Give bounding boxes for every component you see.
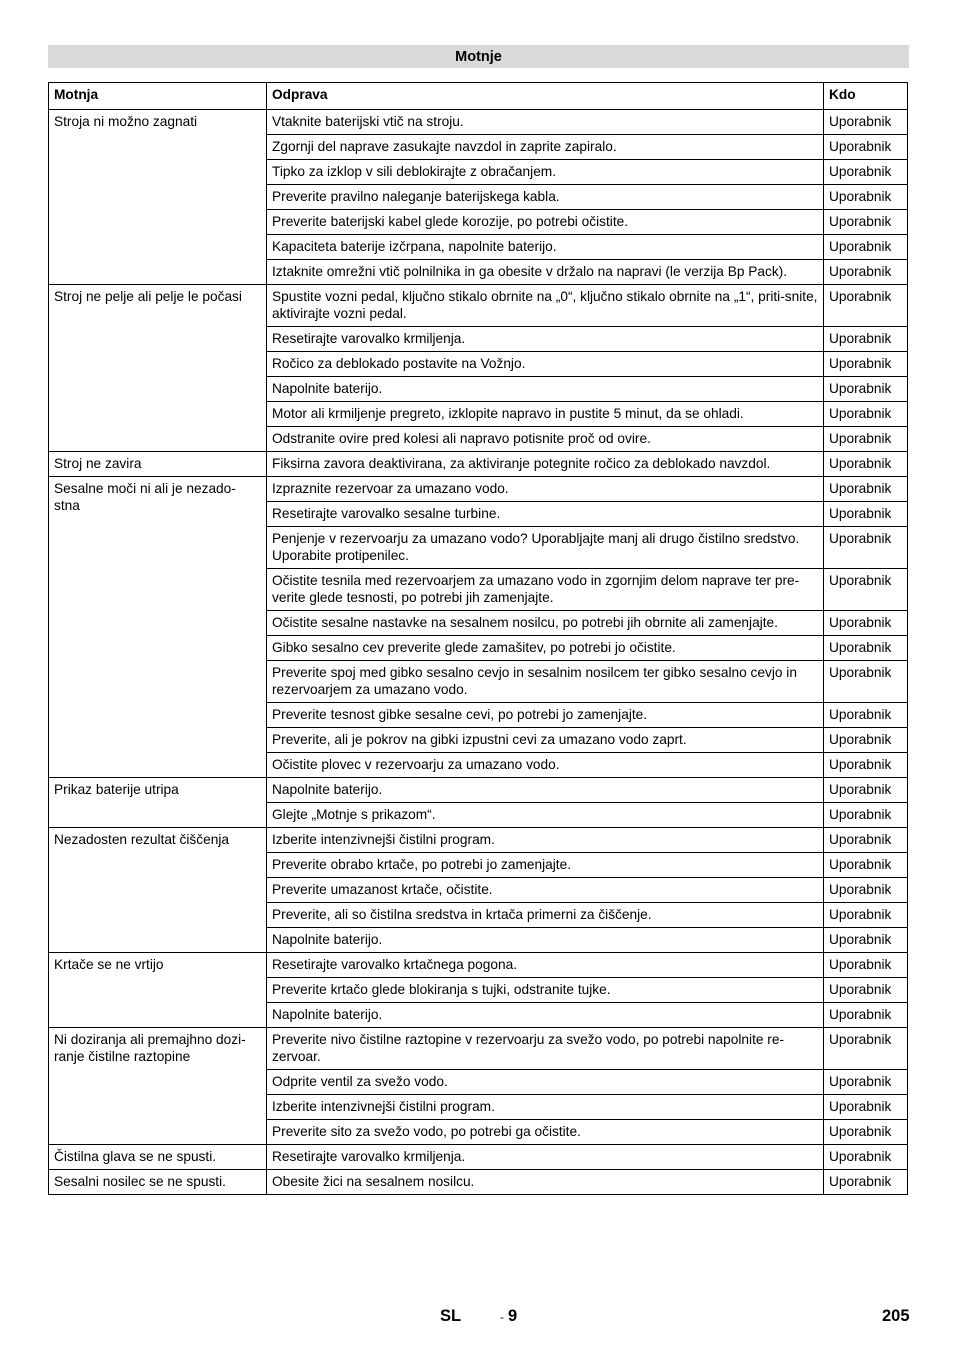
footer-language: SL (440, 1307, 462, 1325)
remedy-cell: Resetirajte varovalko krmiljenja. (267, 327, 824, 352)
fault-cell: Čistilna glava se ne spusti. (49, 1145, 267, 1170)
who-cell: Uporabnik (824, 285, 908, 327)
remedy-cell: Glejte „Motnje s prikazom“. (267, 803, 824, 828)
who-cell: Uporabnik (824, 527, 908, 569)
table-row (49, 285, 908, 327)
who-cell: Uporabnik (824, 452, 908, 477)
who-cell: Uporabnik (824, 327, 908, 352)
who-cell: Uporabnik (824, 1170, 908, 1195)
who-cell: Uporabnik (824, 903, 908, 928)
table-row (49, 1028, 908, 1070)
remedy-cell: Preverite umazanost krtače, očistite. (267, 878, 824, 903)
table-row (49, 1170, 908, 1195)
who-cell: Uporabnik (824, 878, 908, 903)
who-cell: Uporabnik (824, 1145, 908, 1170)
remedy-cell: Preverite nivo čistilne raztopine v rezervoarju za svežo vodo, po potrebi napolnite re-zervoar. (267, 1028, 824, 1070)
remedy-cell: Preverite pravilno naleganje baterijskega kabla. (267, 185, 824, 210)
remedy-cell: Preverite tesnost gibke sesalne cevi, po potrebi jo zamenjajte. (267, 703, 824, 728)
header-remedy: Odprava (267, 83, 824, 108)
header-fault: Motnja (49, 83, 267, 108)
remedy-cell: Preverite, ali je pokrov na gibki izpustni cevi za umazano vodo zaprt. (267, 728, 824, 753)
table-row (49, 1145, 908, 1170)
remedy-cell: Očistite tesnila med rezervoarjem za umazano vodo in zgornjim delom naprave ter pre-verite glede tesnosti, po potrebi jih zamenjajte. (267, 569, 824, 611)
remedy-cell: Očistite plovec v rezervoarju za umazano vodo. (267, 753, 824, 778)
who-cell: Uporabnik (824, 703, 908, 728)
table-row (49, 953, 908, 978)
who-cell: Uporabnik (824, 661, 908, 703)
remedy-cell: Spustite vozni pedal, ključno stikalo obrnite na „0“, ključno stikalo obrnite na „1“, priti-snite, aktivirajte vozni pedal. (267, 285, 824, 327)
fault-cell: Stroja ni možno zagnati (49, 110, 267, 285)
table-row (49, 778, 908, 803)
remedy-cell: Preverite spoj med gibko sesalno cevjo in sesalnim nosilcem ter gibko sesalno cevjo in rezervoarjem za umazano vodo. (267, 661, 824, 703)
remedy-cell: Preverite krtačo glede blokiranja s tujki, odstranite tujke. (267, 978, 824, 1003)
who-cell: Uporabnik (824, 502, 908, 527)
page-number: 205 (882, 1307, 910, 1325)
remedy-cell: Odprite ventil za svežo vodo. (267, 1070, 824, 1095)
remedy-cell: Resetirajte varovalko krtačnega pogona. (267, 953, 824, 978)
remedy-cell: Očistite sesalne nastavke na sesalnem nosilcu, po potrebi jih obrnite ali zamenjajte. (267, 611, 824, 636)
remedy-cell: Napolnite baterijo. (267, 778, 824, 803)
table-body (49, 110, 908, 1195)
fault-cell: Stroj ne pelje ali pelje le počasi (49, 285, 267, 452)
who-cell: Uporabnik (824, 928, 908, 953)
who-cell: Uporabnik (824, 235, 908, 260)
remedy-cell: Gibko sesalno cev preverite glede zamašitev, po potrebi jo očistite. (267, 636, 824, 661)
remedy-cell: Resetirajte varovalko krmiljenja. (267, 1145, 824, 1170)
remedy-cell: Zgornji del naprave zasukajte navzdol in zaprite zapiralo. (267, 135, 824, 160)
remedy-cell: Vtaknite baterijski vtič na stroju. (267, 110, 824, 135)
remedy-cell: Napolnite baterijo. (267, 1003, 824, 1028)
footer-dash: - (500, 1310, 504, 1324)
who-cell: Uporabnik (824, 853, 908, 878)
who-cell: Uporabnik (824, 828, 908, 853)
fault-cell: Ni doziranja ali premajhno dozi-ranje čistilne raztopine (49, 1028, 267, 1145)
table-row (49, 452, 908, 477)
who-cell: Uporabnik (824, 160, 908, 185)
who-cell: Uporabnik (824, 611, 908, 636)
table-row (49, 477, 908, 502)
who-cell: Uporabnik (824, 803, 908, 828)
remedy-cell: Napolnite baterijo. (267, 377, 824, 402)
header-who: Kdo (824, 83, 908, 108)
who-cell: Uporabnik (824, 1095, 908, 1120)
remedy-cell: Penjenje v rezervoarju za umazano vodo? Uporabljajte manj ali drugo čistilno sredstvo. Uporabite protipenilec. (267, 527, 824, 569)
who-cell: Uporabnik (824, 728, 908, 753)
who-cell: Uporabnik (824, 1120, 908, 1145)
remedy-cell: Izberite intenzivnejši čistilni program. (267, 1095, 824, 1120)
who-cell: Uporabnik (824, 477, 908, 502)
remedy-cell: Preverite, ali so čistilna sredstva in krtača primerni za čiščenje. (267, 903, 824, 928)
who-cell: Uporabnik (824, 778, 908, 803)
who-cell: Uporabnik (824, 753, 908, 778)
fault-cell: Krtače se ne vrtijo (49, 953, 267, 1028)
table-row (49, 828, 908, 853)
remedy-cell: Tipko za izklop v sili deblokirajte z obračanjem. (267, 160, 824, 185)
fault-cell: Nezadosten rezultat čiščenja (49, 828, 267, 953)
who-cell: Uporabnik (824, 1070, 908, 1095)
who-cell: Uporabnik (824, 210, 908, 235)
who-cell: Uporabnik (824, 377, 908, 402)
remedy-cell: Motor ali krmiljenje pregreto, izklopite napravo in pustite 5 minut, da se ohladi. (267, 402, 824, 427)
fault-cell: Stroj ne zavira (49, 452, 267, 477)
remedy-cell: Fiksirna zavora deaktivirana, za aktiviranje potegnite ročico za deblokado navzdol. (267, 452, 824, 477)
remedy-cell: Preverite sito za svežo vodo, po potrebi ga očistite. (267, 1120, 824, 1145)
remedy-cell: Iztaknite omrežni vtič polnilnika in ga obesite v držalo na napravi (le verzija Bp Pack). (267, 260, 824, 285)
remedy-cell: Izberite intenzivnejši čistilni program. (267, 828, 824, 853)
fault-cell: Sesalne moči ni ali je nezado-stna (49, 477, 267, 778)
fault-cell: Sesalni nosilec se ne spusti. (49, 1170, 267, 1195)
who-cell: Uporabnik (824, 185, 908, 210)
who-cell: Uporabnik (824, 1028, 908, 1070)
remedy-cell: Ročico za deblokado postavite na Vožnjo. (267, 352, 824, 377)
who-cell: Uporabnik (824, 978, 908, 1003)
who-cell: Uporabnik (824, 135, 908, 160)
remedy-cell: Kapaciteta baterije izčrpana, napolnite baterijo. (267, 235, 824, 260)
footer-section-page (500, 1307, 517, 1326)
who-cell: Uporabnik (824, 569, 908, 611)
footer-section-number: 9 (508, 1307, 518, 1325)
remedy-cell: Resetirajte varovalko sesalne turbine. (267, 502, 824, 527)
remedy-cell: Odstranite ovire pred kolesi ali napravo potisnite proč od ovire. (267, 427, 824, 452)
troubleshooting-table (48, 82, 908, 1195)
who-cell: Uporabnik (824, 352, 908, 377)
table-row (49, 110, 908, 135)
who-cell: Uporabnik (824, 1003, 908, 1028)
fault-cell: Prikaz baterije utripa (49, 778, 267, 828)
who-cell: Uporabnik (824, 110, 908, 135)
remedy-cell: Izpraznite rezervoar za umazano vodo. (267, 477, 824, 502)
remedy-cell: Napolnite baterijo. (267, 928, 824, 953)
section-title: Motnje (48, 45, 909, 68)
remedy-cell: Preverite obrabo krtače, po potrebi jo zamenjajte. (267, 853, 824, 878)
remedy-cell: Preverite baterijski kabel glede korozije, po potrebi očistite. (267, 210, 824, 235)
who-cell: Uporabnik (824, 953, 908, 978)
who-cell: Uporabnik (824, 427, 908, 452)
remedy-cell: Obesite žici na sesalnem nosilcu. (267, 1170, 824, 1195)
who-cell: Uporabnik (824, 636, 908, 661)
who-cell: Uporabnik (824, 260, 908, 285)
who-cell: Uporabnik (824, 402, 908, 427)
